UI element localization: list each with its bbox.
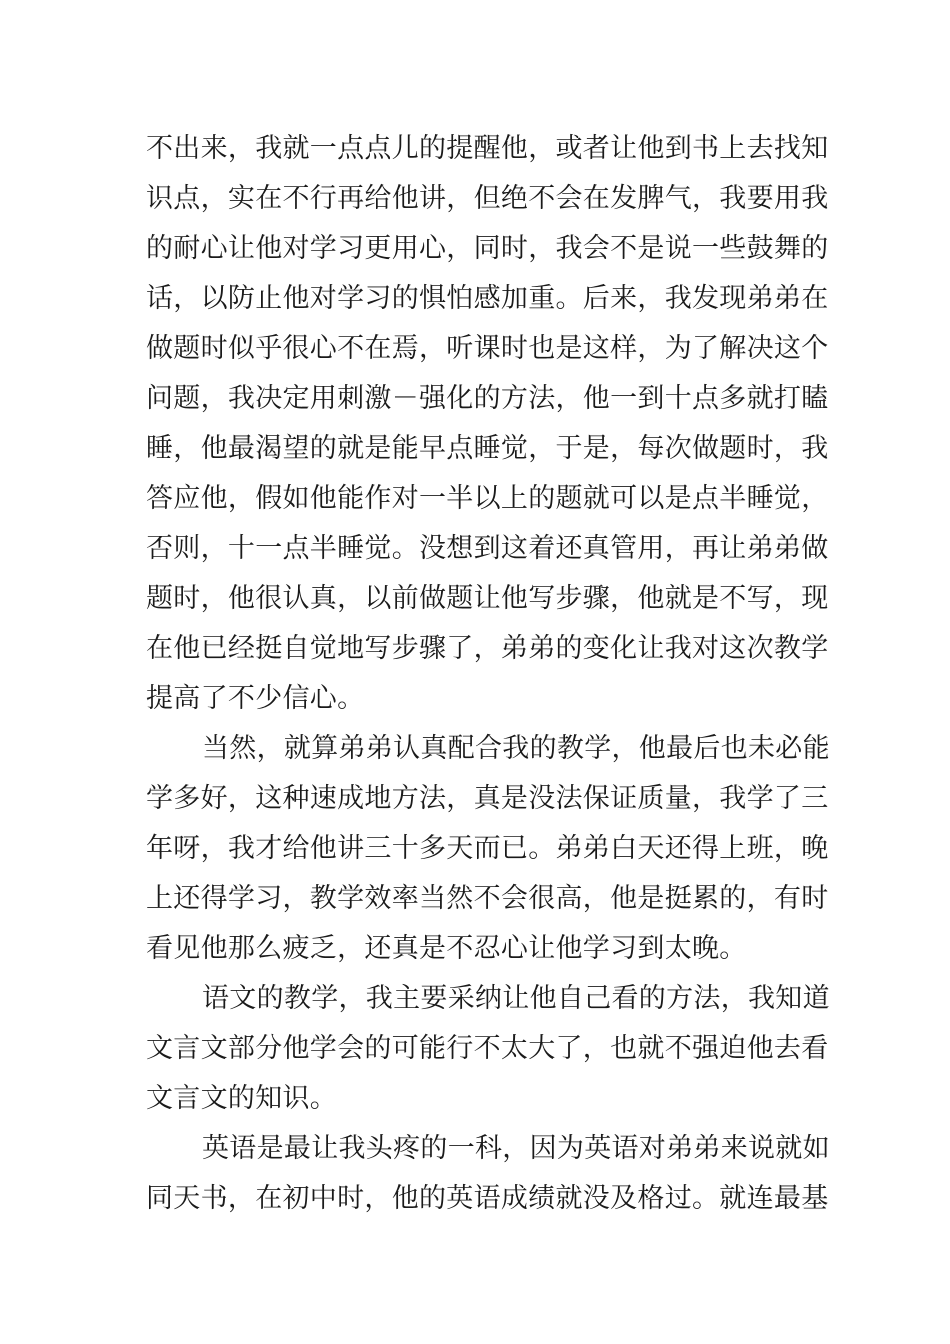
text-line: 问题，我决定用刺激－强化的方法，他一到十点多就打瞌 — [146, 383, 829, 414]
paragraph-start-line: 英语是最让我头疼的一科，因为英语对弟弟来说就如 — [202, 1133, 830, 1164]
text-line: 在他已经挺自觉地写步骤了，弟弟的变化让我对这次教学 — [146, 633, 829, 664]
text-line: 年呀，我才给他讲三十多天而已。弟弟白天还得上班，晚 — [146, 833, 829, 864]
text-line: 看见他那么疲乏，还真是不忍心让他学习到太晚。 — [146, 933, 747, 964]
text-line: 答应他，假如他能作对一半以上的题就可以是点半睡觉， — [146, 483, 829, 514]
text-line: 睡，他最渴望的就是能早点睡觉，于是，每次做题时，我 — [146, 433, 829, 464]
text-line: 题时，他很认真，以前做题让他写步骤，他就是不写，现 — [146, 583, 829, 614]
paragraph-start-line: 当然，就算弟弟认真配合我的教学，他最后也未必能 — [202, 733, 830, 764]
text-line: 识点，实在不行再给他讲，但绝不会在发脾气，我要用我 — [146, 183, 829, 214]
paragraph-start-line: 语文的教学，我主要采纳让他自己看的方法，我知道 — [202, 983, 830, 1014]
body-text — [146, 124, 830, 1224]
text-line: 文言文部分他学会的可能行不太大了，也就不强迫他去看 — [146, 1033, 829, 1064]
text-line: 话，以防止他对学习的惧怕感加重。后来，我发现弟弟在 — [146, 283, 829, 314]
text-line: 做题时似乎很心不在焉，听课时也是这样，为了解决这个 — [146, 333, 829, 364]
text-line: 提高了不少信心。 — [146, 683, 365, 714]
text-line: 的耐心让他对学习更用心，同时，我会不是说一些鼓舞的 — [146, 233, 829, 264]
text-line: 否则，十一点半睡觉。没想到这着还真管用，再让弟弟做 — [146, 533, 829, 564]
text-line: 同天书，在初中时，他的英语成绩就没及格过。就连最基 — [146, 1183, 829, 1214]
text-line: 不出来，我就一点点儿的提醒他，或者让他到书上去找知 — [146, 133, 829, 164]
text-line: 学多好，这种速成地方法，真是没法保证质量，我学了三 — [146, 783, 829, 814]
text-line: 上还得学习，教学效率当然不会很高，他是挺累的，有时 — [146, 883, 829, 914]
text-line: 文言文的知识。 — [146, 1083, 338, 1114]
